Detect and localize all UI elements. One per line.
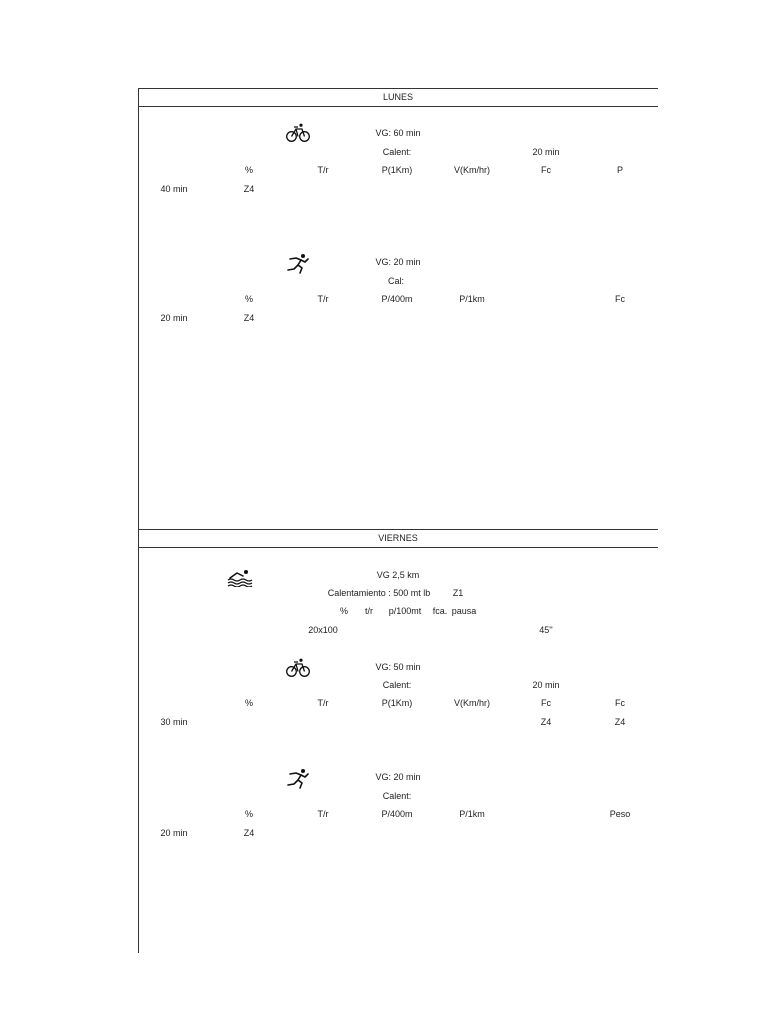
friday-swim-set: 20x100 [308, 625, 338, 635]
friday-title: VIERNES [378, 533, 418, 543]
monday-run-header-pct: % [244, 294, 254, 304]
friday-run-header-peso: Peso [609, 809, 631, 819]
friday-swim-warmup: Calentamiento : 500 mt lb [327, 588, 431, 598]
friday-bike-header-tr: T/r [317, 698, 329, 708]
monday-bike-header-pct: % [244, 165, 254, 175]
friday-run-warmup: Calent: [382, 791, 412, 801]
monday-bike-row-zone: Z4 [243, 184, 255, 194]
monday-bike-header-p: P [616, 165, 624, 175]
friday-run-vg: VG: 20 min [375, 772, 421, 782]
friday-bike-vg: VG: 50 min [375, 662, 421, 672]
monday-bike-vg: VG: 60 min [375, 128, 421, 138]
monday-bike-header-p1km: P(1Km) [381, 165, 413, 175]
friday-title-border [138, 547, 658, 548]
friday-run-header-pct: % [244, 809, 254, 819]
bicycle-icon [286, 123, 310, 143]
monday-bike-warmup-time: 20 min [532, 147, 560, 157]
monday-bike-header-fc: Fc [541, 165, 551, 175]
friday-bike-warmup-time: 20 min [532, 680, 560, 690]
monday-run-row-zone: Z4 [243, 313, 255, 323]
friday-bike-header-fc2: Fc [615, 698, 625, 708]
friday-bike-row-fc1: Z4 [540, 717, 552, 727]
friday-bike-row-time: 30 min [160, 717, 188, 727]
friday-swim-warmup-zone: Z1 [452, 588, 464, 598]
monday-run-header-fc: Fc [615, 294, 625, 304]
friday-bike-header-p1km: P(1Km) [381, 698, 413, 708]
monday-bike-header-tr: T/r [317, 165, 329, 175]
friday-swim-header-p100: p/100mt [388, 606, 422, 616]
friday-bike-header-pct: % [244, 698, 254, 708]
friday-swim-header-pausa: pausa [451, 606, 477, 616]
monday-run-header-p400: P/400m [381, 294, 413, 304]
monday-run-warmup: Cal: [387, 276, 405, 286]
monday-bike-header-speed: V(Km/hr) [454, 165, 490, 175]
friday-bike-header-fc1: Fc [541, 698, 551, 708]
friday-run-header-p400: P/400m [381, 809, 413, 819]
swimmer-icon [227, 569, 253, 587]
runner-icon [286, 768, 310, 790]
friday-bike-row-fc2: Z4 [614, 717, 626, 727]
friday-run-row-zone: Z4 [243, 828, 255, 838]
friday-swim-vg: VG 2,5 km [376, 570, 420, 580]
friday-swim-rest: 45'' [539, 625, 553, 635]
runner-icon [286, 253, 310, 275]
friday-bike-warmup: Calent: [382, 680, 412, 690]
friday-run-row-time: 20 min [160, 828, 188, 838]
monday-bike-warmup: Calent: [382, 147, 412, 157]
friday-bike-header-speed: V(Km/hr) [454, 698, 490, 708]
monday-run-vg: VG: 20 min [375, 257, 421, 267]
monday-title: LUNES [382, 92, 413, 102]
monday-title-border [138, 106, 658, 107]
friday-run-header-p1km: P/1km [459, 809, 485, 819]
monday-run-row-time: 20 min [160, 313, 188, 323]
monday-run-header-tr: T/r [317, 294, 329, 304]
monday-run-header-p1km: P/1km [459, 294, 485, 304]
friday-swim-header-fca: fca. [432, 606, 448, 616]
friday-swim-header-tr: t/r [365, 606, 373, 616]
friday-run-header-tr: T/r [317, 809, 329, 819]
monday-bike-row-time: 40 min [160, 184, 188, 194]
left-border [138, 88, 139, 953]
friday-swim-header-pct: % [339, 606, 349, 616]
bicycle-icon [286, 658, 310, 678]
